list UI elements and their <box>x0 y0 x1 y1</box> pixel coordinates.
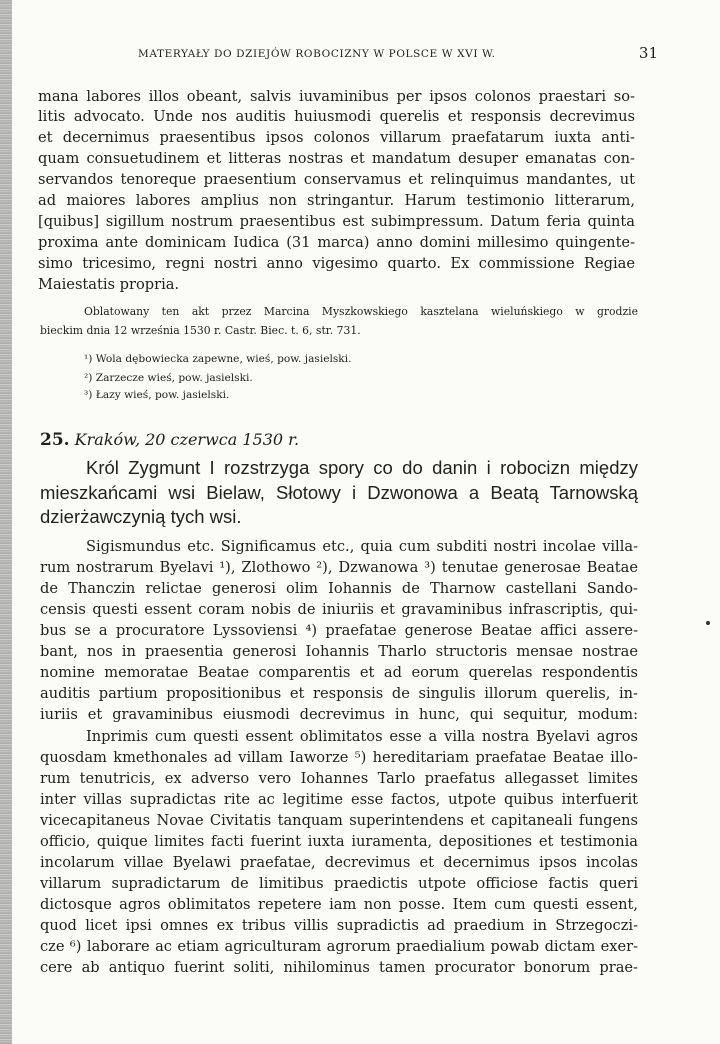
document-place-date: Kraków, 20 czerwca 1530 r. <box>74 430 300 449</box>
source-note-line: bieckim dnia 12 września 1530 r. Castr. Biec. t. 6, str. 731. <box>40 324 361 337</box>
text-line: incolarum villae Byelawi praefatae, decrevimus et decernimus ipsos incolas <box>40 854 638 871</box>
footnote: ²) Zarzecze wieś, pow. jasielski. <box>84 372 253 384</box>
text-line: nomine memoratae Beatae comparentis et ad eorum querelas respondentis <box>40 664 638 681</box>
text-line: bus se a procuratore Lyssoviensi ⁴) praefatae generose Beatae affici assere- <box>40 622 638 639</box>
text-line: auditis partium propositionibus et responsis de singulis illorum querelis, in- <box>40 685 638 702</box>
text-line: quosdam kmethonales ad villam Iaworze ⁵) hereditariam praefatae Beatae illo- <box>40 749 638 766</box>
text-line: litis advocato. Unde nos auditis huiusmodi querelis et responsis decrevimus <box>38 108 635 125</box>
text-line: Inprimis cum questi essent oblimitatos esse a villa nostra Byelavi agros <box>86 728 638 745</box>
text-line: villarum supradictarum de limitibus praedictis utpote officiose factis queri <box>40 875 638 892</box>
margin-speck <box>706 621 710 625</box>
text-line: inter villas supradictas rite ac legitime esse factos, utpote quibus interfuerit <box>40 791 638 808</box>
text-line: quam consuetudinem et litteras nostras et mandatum desuper emanatas con- <box>38 150 635 167</box>
footnote: ³) Łazy wieś, pow. jasielski. <box>84 389 230 401</box>
document-heading <box>40 428 299 452</box>
running-title: MATERYAŁY DO DZIEJÓW ROBOCIZNY W POLSCE W XVI W. <box>138 48 496 60</box>
text-line: Maiestatis propria. <box>38 276 180 293</box>
text-line: dictosque agros oblimitatos repetere iam non posse. Item cum questi essent, <box>40 896 638 913</box>
text-line: rum nostrarum Byelavi ¹), Zlothowo ²), Dzwanowa ³) tenutae generosae Beatae <box>40 559 638 576</box>
text-line: rum tenutricis, ex adverso vero Iohannes Tarlo praefatus allegasset limites <box>40 770 638 787</box>
text-line: cze ⁶) laborare ac etiam agriculturam agrorum praedialium powab dictam exer- <box>40 938 638 955</box>
document-number: 25. <box>40 430 70 450</box>
text-line: cere ab antiquo fuerint soliti, nihilominus tamen procurator bonorum prae- <box>40 959 638 976</box>
text-line: officio, quique limites facti fuerint iuxta iuramenta, depositiones et testimonia <box>40 833 638 850</box>
text-line: [quibus] sigillum nostrum praesentibus est subimpressum. Datum feria quinta <box>38 213 635 230</box>
text-line: iuriis et gravaminibus eiusmodi decrevimus in hunc, qui sequitur, modum: <box>40 706 638 723</box>
text-line: servandos tenoreque praesentium conservamus et relinquimus mandantes, ut <box>38 171 635 188</box>
text-line: ad maiores labores amplius non stringantur. Harum testimonio litterarum, <box>38 192 635 209</box>
page-number: 31 <box>638 44 658 62</box>
document-title-line: mieszkańcami wsi Bielaw, Słotowy i Dzwonowa a Beatą Tarnowską <box>40 482 638 503</box>
text-line: vicecapitaneus Novae Civitatis tanquam superintendens et capitaneali fungens <box>40 812 638 829</box>
document-title-line: Król Zygmunt I rozstrzyga spory co do danin i robocizn między <box>86 457 638 478</box>
text-line: quod licet ipsi omnes ex tribus villis supradictis ad praedium in Strzegoczi- <box>40 917 638 934</box>
footnote: ¹) Wola dębowiecka zapewne, wieś, pow. jasielski. <box>84 353 352 365</box>
text-line: censis questi essent coram nobis de iniuriis et gravaminibus infrascriptis, qui- <box>40 601 638 618</box>
text-line: bant, nos in praesentia generosi Iohannis Tharlo structoris mensae nostrae <box>40 643 638 660</box>
text-line: mana labores illos obeant, salvis iuvaminibus per ipsos colonos praestari so- <box>38 88 635 105</box>
book-spine-edge <box>0 0 12 1044</box>
text-line: simo tricesimo, regni nostri anno vigesimo quarto. Ex commissione Regiae <box>38 255 635 272</box>
document-title-line: dzierżawczynią tych wsi. <box>40 506 242 527</box>
text-line: proxima ante dominicam Iudica (31 marca) anno domini millesimo quingente- <box>38 234 635 251</box>
text-line: de Thanczin relictae generosi olim Iohannis de Tharnow castellani Sando- <box>40 580 638 597</box>
source-note-line: Oblatowany ten akt przez Marcina Myszkowskiego kasztelana wieluńskiego w grodzie <box>84 305 638 318</box>
text-line: Sigismundus etc. Significamus etc., quia cum subditi nostri incolae villa- <box>86 538 638 555</box>
running-header <box>138 44 658 62</box>
text-line: et decernimus praesentibus ipsos colonos villarum praefatarum iuxta anti- <box>38 129 635 146</box>
